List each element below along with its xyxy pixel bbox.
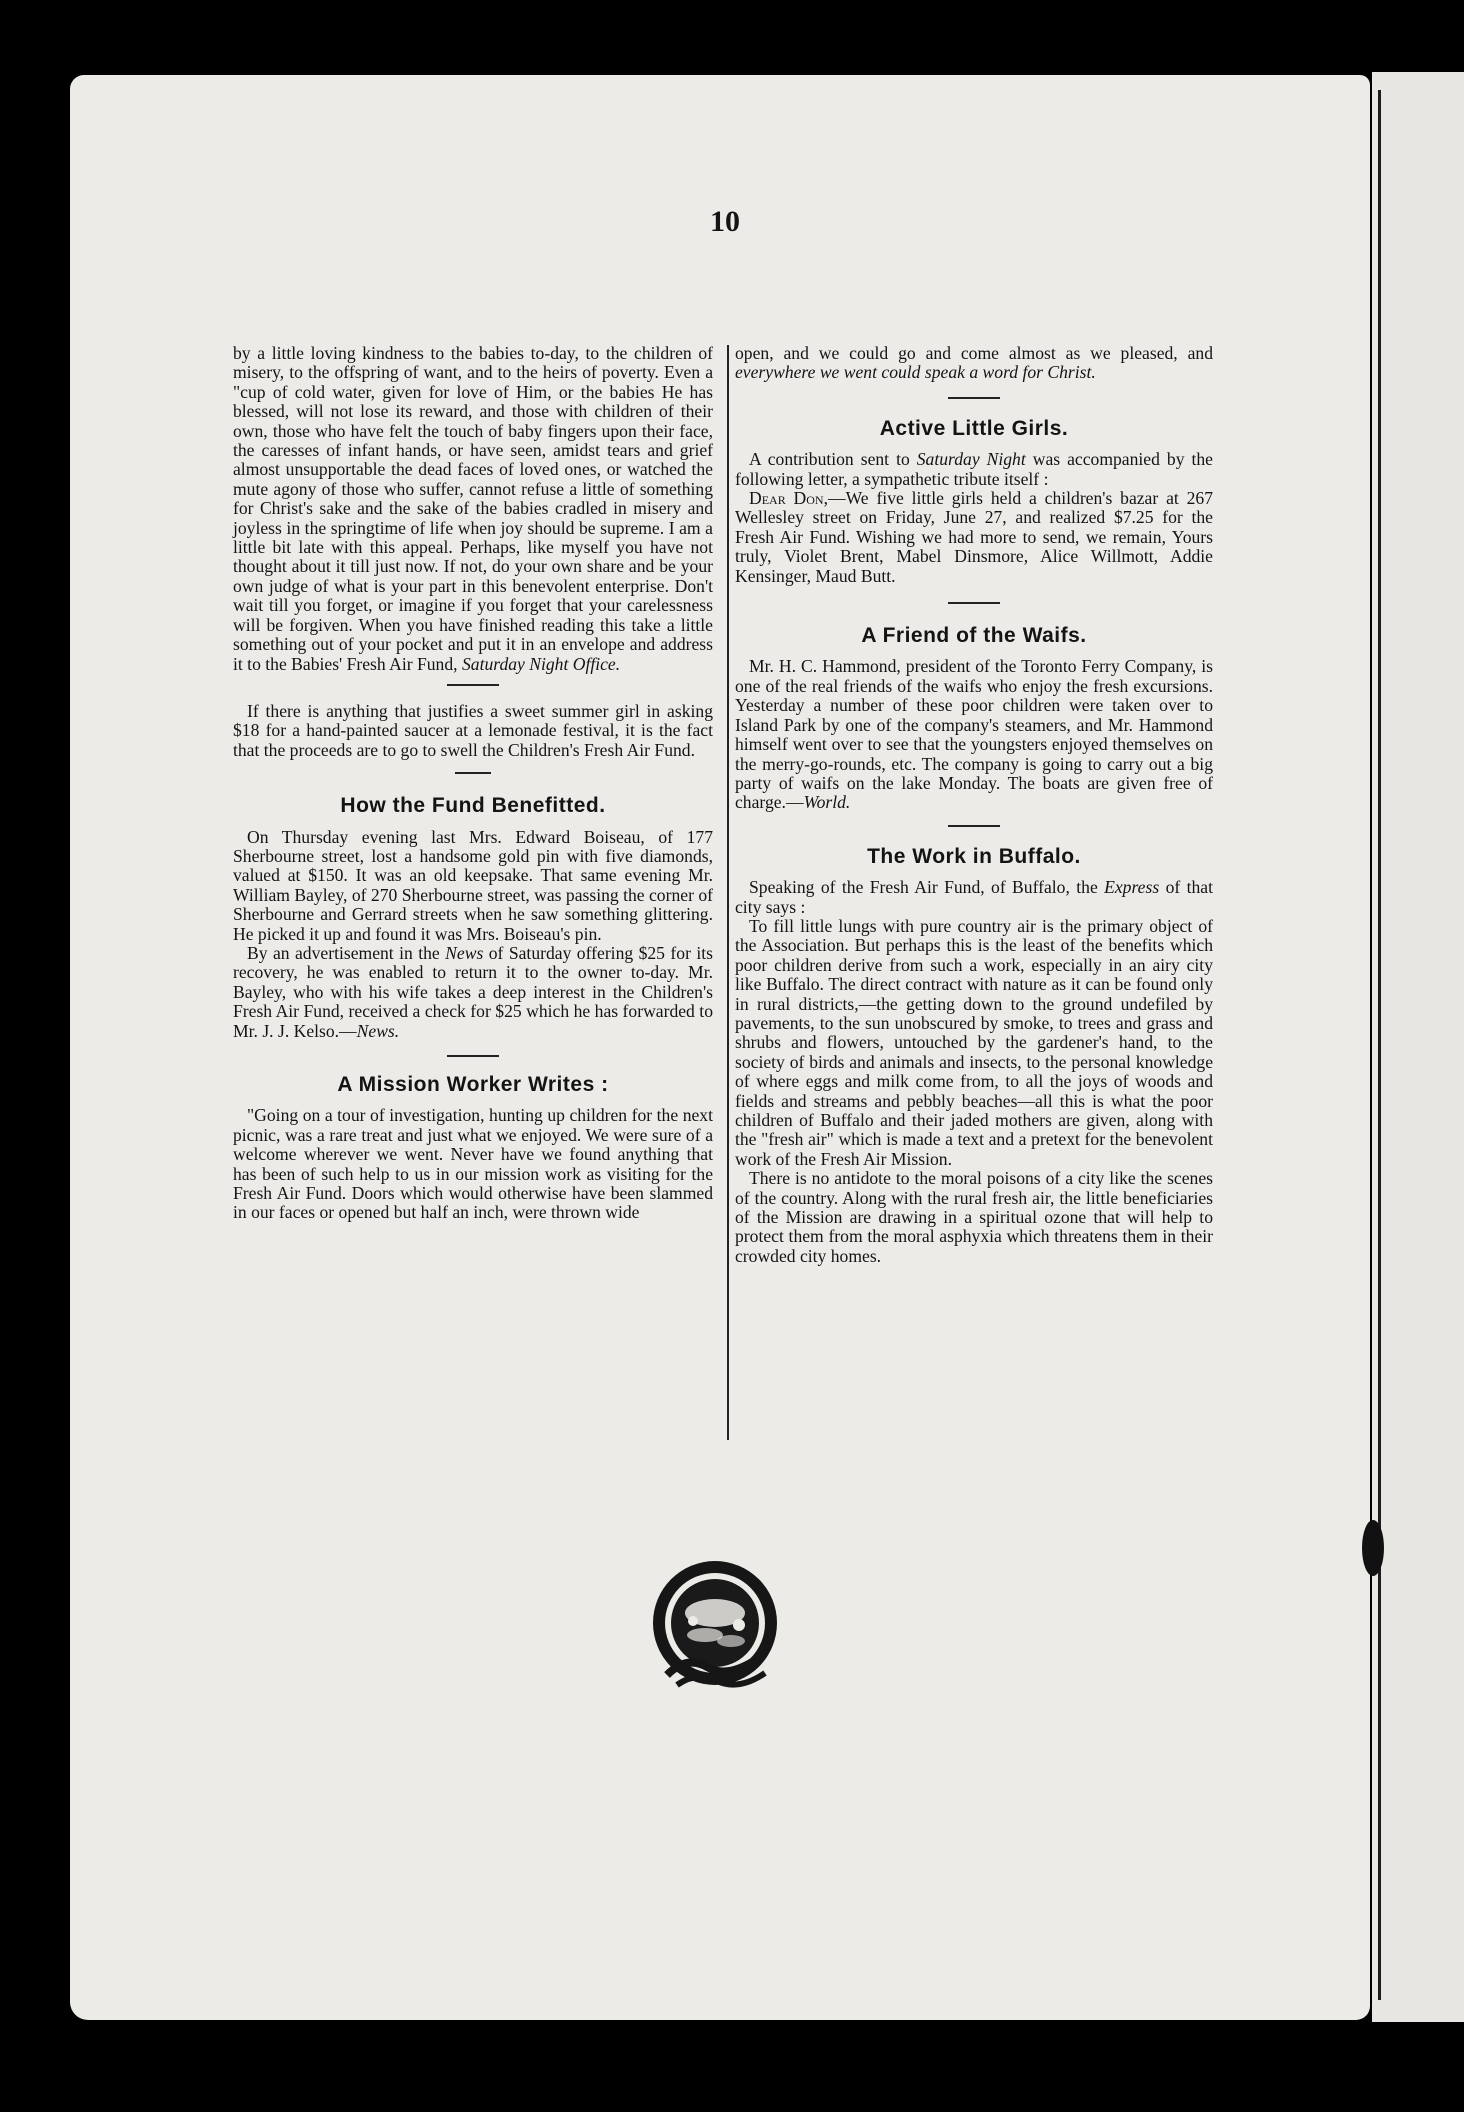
antidote-paragraph: There is no antidote to the moral poisons of a city like the scenes of the country. Along with the rural fresh air, the little beneficiaries of the Mission are drawing in a spiritual ozone that will help to protect them from the moral asphyxia which threatens them in their crowded city homes. (735, 1168, 1213, 1266)
floral-ornament (647, 1555, 783, 1695)
mission-continuation (735, 344, 1213, 383)
newspaper-name: Saturday Night (916, 449, 1026, 470)
paragraph-text: —We five little girls held a children's bazar at 267 Wellesley street on Friday, June 27, and realized $7.25 for the Fresh Air Fund. Wishing we had more to send, we remain, Yours truly, Violet Brent, Mabel Dinsmore, Alice Willmott, Addie Kensinger, Maud Butt. (735, 488, 1214, 586)
office-reference: Saturday Night Office. (461, 653, 621, 674)
article-continuation (233, 344, 713, 674)
source-credit: News. (356, 1020, 400, 1041)
heading-work-buffalo: The Work in Buffalo. (867, 844, 1081, 868)
mission-paragraph: "Going on a tour of investigation, hunting up children for the next picnic, was a rare treat and just what we enjoyed. We were sure of a welcome wherever we went. Never have we found anything that has been of such help to us in our mission work as visiting for the Fresh Air Fund. Doors which would otherwise have been slammed in our faces or opened but half an inch, were thrown wide (233, 1105, 713, 1223)
advertisement-paragraph (233, 944, 713, 1041)
source-credit: World. (803, 792, 851, 813)
girls-letter-paragraph (735, 489, 1213, 586)
separator-rule (447, 684, 499, 686)
contribution-paragraph (735, 450, 1213, 489)
salutation: Dear Don, (749, 488, 828, 509)
separator-rule (948, 397, 1000, 399)
separator-rule (948, 602, 1000, 604)
paragraph-text: A contribution sent to (749, 449, 910, 470)
fresh-air-paragraph: To fill little lungs with pure country air is the primary object of the Association. But perhaps this is the least of the benefits which poor children derive from such a work, especially in an airy city like Buffalo. The direct contract with nature as it can be found only in rural districts,—the getting down to the ground undefiled by pavements, to the sun unobscured by smoke, to trees and grass and shrubs and flowers, untouched by the gardener's hand, to the society of birds and animals and insects, to the personal knowledge of where eggs and milk come from, to all the joys of woods and fields and streams and pebbly beaches—all this is what the poor children of Buffalo and their jaded mothers are given, along with the "fresh air" which is made a text and a pretext for the benevolent work of the Fresh Air Mission. (735, 915, 1213, 1169)
newspaper-name: News (445, 942, 484, 963)
separator-rule (455, 772, 491, 774)
heading-friend-waifs: A Friend of the Waifs. (861, 624, 1087, 648)
paragraph-text: of Saturday offering $25 for its recovery, he was enabled to return it to the owner to-day. Mr. Bayley, who with his wife takes a deep interest in the Children's Fresh Air Fund, received a check for $25 which he has forwarded to Mr. J. J. Kelso.— (233, 942, 713, 1041)
heading-mission-worker: A Mission Worker Writes : (337, 1073, 609, 1096)
paragraph-text: Mr. H. C. Hammond, president of the Toronto Ferry Company, is one of the real friends of the waifs who enjoy the fresh excursions. Yesterday a number of these poor children were taken over to Island Park by one of the company's steamers, and Mr. Hammond himself went over to see that the youngsters enjoyed themselves on the merry-go-rounds, etc. The company is going to carry out a big party of waifs on the lake Monday. The boats are given free of charge.— (735, 656, 1213, 813)
paragraph-text: of that city says : (735, 877, 1213, 917)
boiseau-paragraph: On Thursday evening last Mrs. Edward Boiseau, of 177 Sherbourne street, lost a handsome gold pin with five diamonds, valued at $150. It was an old keepsake. That same evening Mr. William Bayley, of 270 Sherbourne street, was passing the corner of Sherbourne and Gerrard streets when he saw something glittering. He picked it up and found it was Mrs. Boiseau's pin. (233, 826, 713, 944)
column-divider (727, 345, 729, 1440)
binding-rule (1378, 90, 1381, 2000)
paragraph-text: by a little loving kindness to the babies to-day, to the children of misery, to the offspring of want, and to the heirs of poverty. Even a "cup of cold water, given for love of Him, or the babies He has blessed, will not lose its reward, and those with children of their own, those who have felt the touch of baby fingers upon their face, the caresses of infant hands, or have seen, amidst tears and grief almost unsupportable the dead faces of loved ones, or watched the mute agony of those who suffer, cannot refuse a little of something for Christ's sake and the sake of the babies cradled in misery and joyless in the springtime of life when joy should be supreme. I am a little bit late with this appeal. Perhaps, like myself you have not thought about it till just now. If not, do your own share and be your own judge of what is your part in this benevolent enterprise. Don't wait till you forget, or imagine if you forget that your carelessness will be forgiven. When you have finished reading this take a little something out of your pocket and put it in an envelope and address it to the Babies' Fresh Air Fund, (233, 343, 713, 674)
page-number: 10 (710, 205, 740, 238)
left-column (233, 344, 713, 1223)
heading-fund-benefitted: How the Fund Benefitted. (340, 794, 606, 818)
paragraph-text: Speaking of the Fresh Air Fund, of Buffalo, the (749, 877, 1098, 898)
right-column (735, 344, 1213, 1266)
facing-page-edge (1372, 72, 1464, 2022)
hammond-paragraph (735, 657, 1213, 812)
lemonade-paragraph: If there is anything that justifies a sweet summer girl in asking $18 for a hand-painted saucer at a lemonade festival, it is the fact that the proceeds are to go to swell the Children's Fresh Air Fund. (233, 700, 713, 760)
paragraph-text: was accompanied by the following letter, a sympathetic tribute itself : (735, 449, 1213, 489)
express-intro-paragraph (735, 878, 1213, 917)
paragraph-text: open, and we could go and come almost as we pleased, and (735, 343, 1213, 363)
separator-rule (447, 1055, 499, 1057)
separator-rule (948, 825, 1000, 827)
heading-active-girls: Active Little Girls. (879, 416, 1069, 440)
paragraph-text: By an advertisement in the (247, 942, 440, 963)
emphasis-text: everywhere we went could speak a word for Christ. (735, 362, 1096, 383)
binding-hole (1362, 1520, 1384, 1576)
newspaper-name: Express (1104, 877, 1160, 898)
